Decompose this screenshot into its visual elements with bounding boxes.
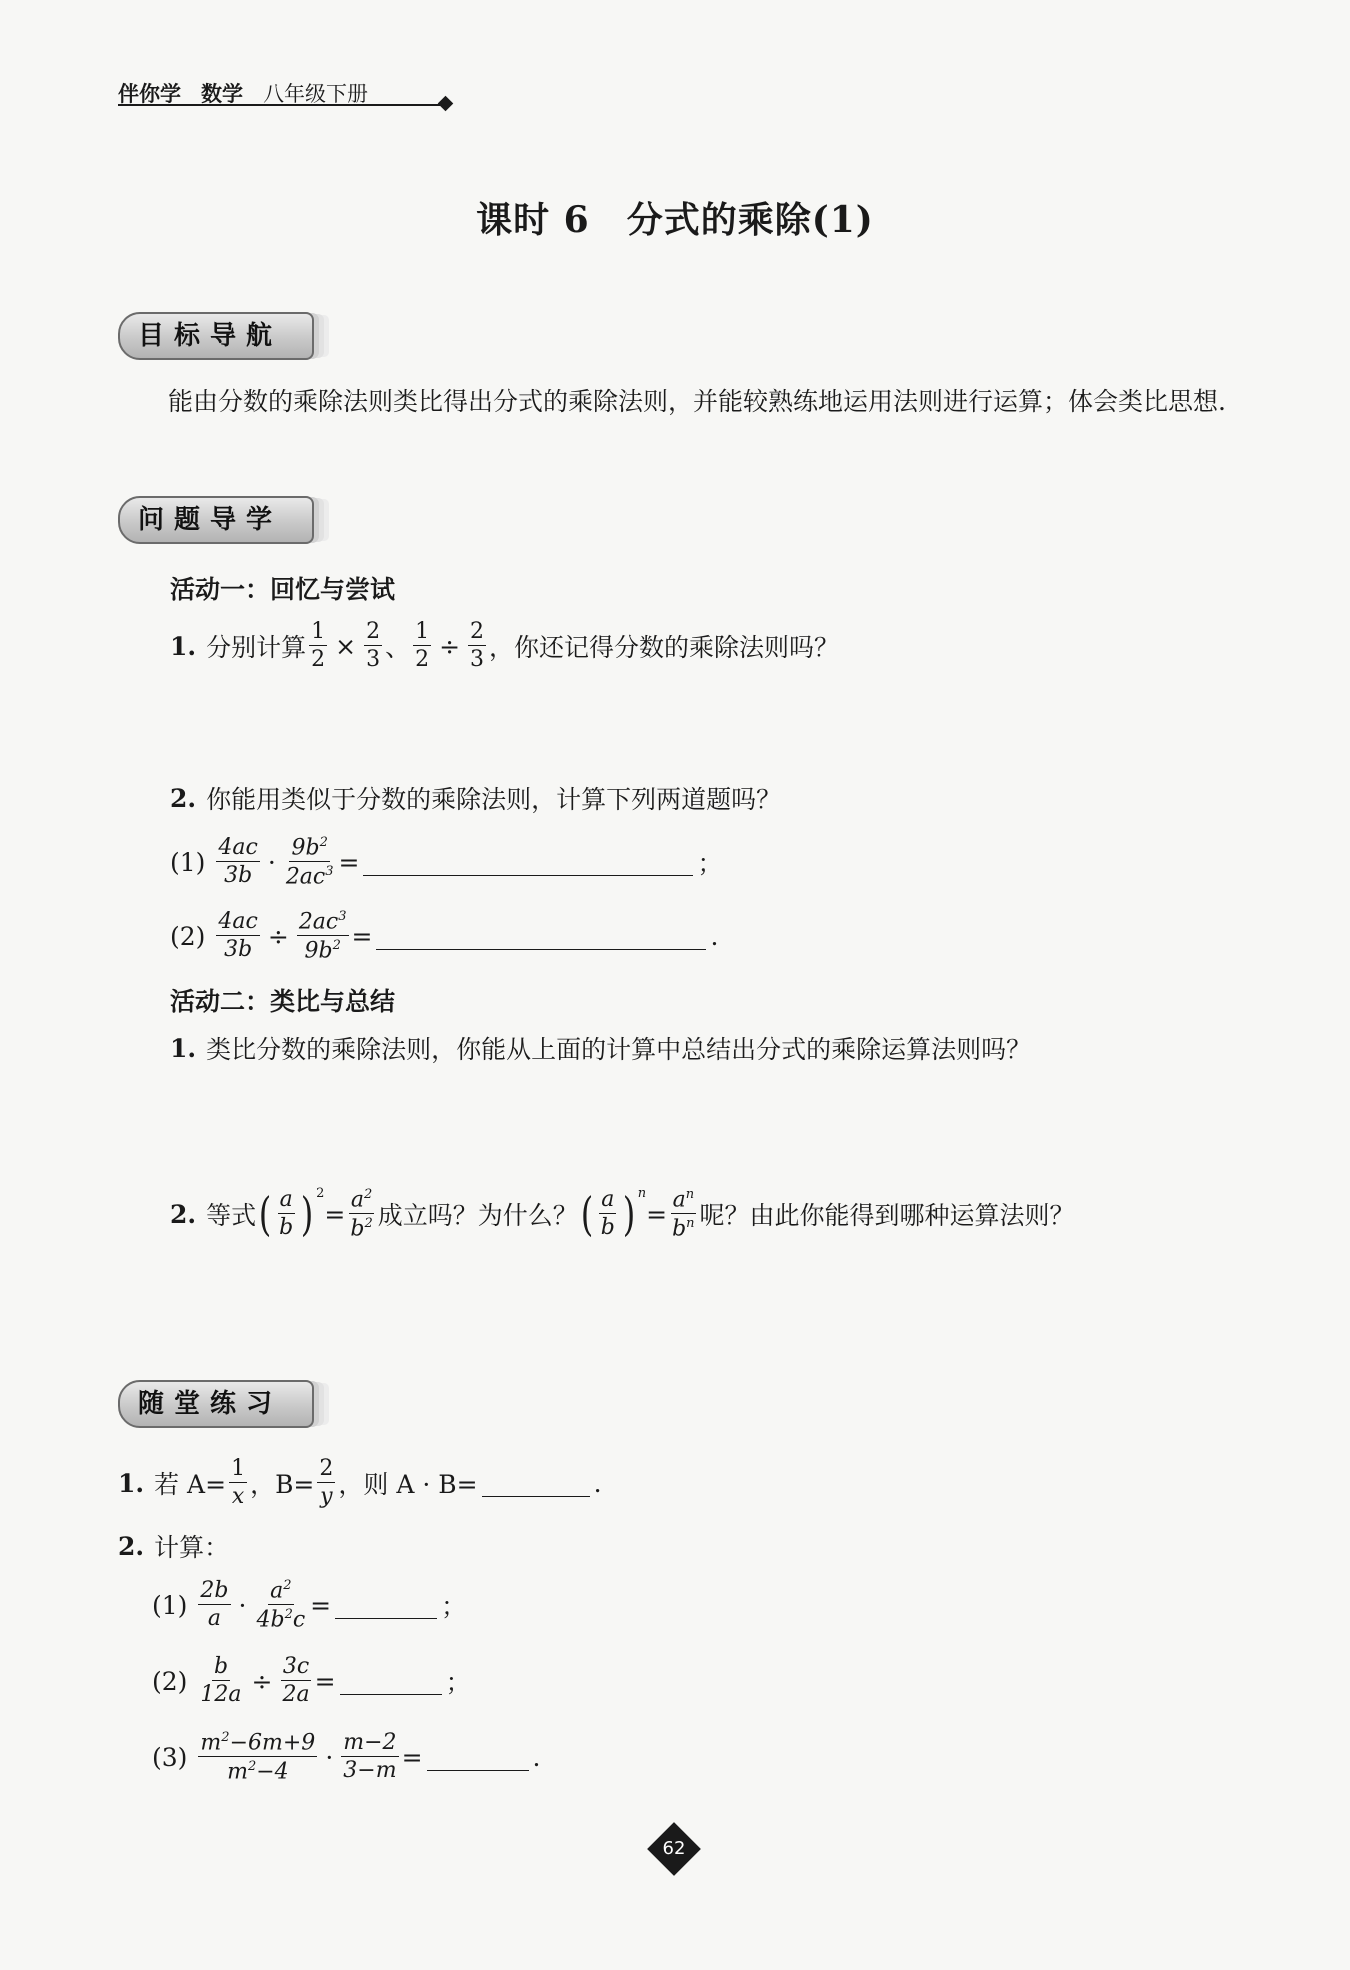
question-text: 分别计算	[206, 633, 307, 662]
exponent: 2	[283, 1577, 292, 1593]
denominator: 3b	[224, 863, 253, 888]
problem-label: (1)	[170, 847, 206, 877]
denominator: 3b	[224, 937, 253, 962]
right-paren: )	[622, 1187, 636, 1241]
numerator	[297, 910, 349, 936]
fraction	[284, 836, 336, 889]
exponent: 2	[364, 1216, 373, 1231]
end-mark: .	[532, 1742, 541, 1772]
equals: =	[646, 1199, 668, 1229]
denominator	[670, 1214, 696, 1240]
answer-blank[interactable]	[335, 1592, 437, 1619]
exponent: 2	[332, 938, 341, 953]
base: b	[672, 1216, 687, 1242]
base: −6m+9	[229, 1730, 316, 1755]
denominator: a	[207, 1606, 222, 1631]
question-text: 你能用类似于分数的乘除法则，计算下列两道题吗？	[206, 785, 782, 814]
denominator	[302, 936, 342, 962]
base: a	[350, 1187, 364, 1212]
numerator: m−2	[343, 1730, 397, 1755]
question-text: 呢？由此你能得到哪种运算法则？	[699, 1201, 1075, 1230]
question-text: 类比分数的乘除法则，你能从上面的计算中总结出分式的乘除运算法则吗？	[206, 1035, 1032, 1064]
fraction	[309, 621, 327, 671]
base: 2ac	[298, 909, 339, 934]
page-title: 课时 6 分式的乘除(1)	[476, 199, 874, 241]
goal-text: 能由分数的乘除法则类比得出分式的乘除法则，并能较熟练地运用法则进行运算；体会类比思想.	[168, 387, 1226, 416]
fraction	[229, 1458, 247, 1508]
problem-label: (3)	[152, 1742, 188, 1772]
base: 4b	[256, 1607, 285, 1633]
question-text: ，B=	[250, 1470, 315, 1499]
question-text: 若 A=	[154, 1470, 227, 1499]
denominator: 12a	[200, 1682, 242, 1707]
equals: =	[338, 847, 360, 877]
fraction	[413, 621, 431, 671]
activity1-problem-2	[170, 906, 718, 966]
exponent: n	[685, 1186, 695, 1202]
equals: =	[324, 1199, 346, 1229]
fraction	[198, 1580, 230, 1630]
header-rule	[118, 104, 446, 106]
section-badge-goal: 目标导航	[118, 312, 314, 360]
equals: =	[401, 1742, 423, 1772]
denominator	[254, 1605, 307, 1631]
problem-label: (1)	[152, 1590, 188, 1620]
fraction	[670, 1188, 696, 1241]
question-number: 2.	[170, 783, 197, 813]
fraction	[341, 1732, 398, 1782]
question-number: 2.	[170, 1199, 197, 1229]
base: 9b	[291, 835, 320, 860]
fraction	[468, 621, 486, 671]
exponent: 3	[338, 908, 347, 924]
numerator	[268, 1579, 293, 1605]
left-paren: (	[580, 1187, 594, 1241]
activity1-problem-1	[170, 832, 723, 892]
end-mark: ；	[441, 1592, 467, 1621]
fraction	[297, 910, 349, 963]
operator: ÷	[251, 1666, 273, 1696]
answer-blank[interactable]	[427, 1744, 529, 1771]
operator: ÷	[267, 921, 289, 951]
header-subject: 数学	[201, 82, 244, 106]
header-diamond-icon	[438, 96, 454, 112]
question-number: 2.	[118, 1531, 145, 1561]
section-badge-study: 问题导学	[118, 496, 314, 544]
numerator: 2	[319, 1456, 334, 1481]
denominator: 2	[311, 647, 326, 672]
denominator: x	[231, 1484, 245, 1509]
denominator	[225, 1757, 291, 1783]
denominator: b	[279, 1215, 294, 1240]
denominator: y	[320, 1484, 333, 1509]
fraction	[198, 1731, 317, 1784]
operator: ×	[335, 631, 357, 661]
numerator: b	[213, 1654, 229, 1679]
denominator	[284, 862, 336, 888]
end-mark: .	[593, 1468, 602, 1498]
equals: =	[351, 921, 373, 951]
numerator: 1	[311, 619, 326, 644]
separator: 、	[385, 633, 411, 662]
activity2-question-1	[170, 1030, 1031, 1066]
fraction	[198, 1656, 243, 1706]
denominator: 3	[366, 647, 381, 672]
right-paren: )	[300, 1187, 314, 1241]
exponent: 2	[221, 1729, 230, 1745]
activity1-question-2	[170, 780, 781, 816]
numerator: 4ac	[218, 835, 258, 860]
question-text: 成立吗？为什么？	[377, 1201, 578, 1230]
fraction	[216, 911, 259, 961]
section-badge-practice: 随堂练习	[118, 1380, 314, 1428]
base: a	[672, 1187, 686, 1212]
denominator	[348, 1214, 374, 1240]
question-number: 1.	[170, 1033, 197, 1063]
practice-problem-2	[152, 1650, 471, 1712]
fraction	[277, 1189, 295, 1239]
denominator: 2	[415, 647, 430, 672]
numerator: 4ac	[218, 909, 258, 934]
activity2-heading: 活动二：类比与总结	[170, 987, 396, 1016]
base: c	[292, 1607, 306, 1633]
end-mark: ；	[697, 849, 723, 878]
fraction	[599, 1189, 617, 1239]
equals: =	[310, 1590, 332, 1620]
answer-blank[interactable]	[376, 923, 706, 950]
exponent: n	[637, 1186, 647, 1201]
operator: ·	[325, 1742, 334, 1772]
equals: =	[314, 1666, 336, 1696]
numerator: 2	[366, 619, 381, 644]
practice-question-2	[118, 1528, 229, 1564]
numerator	[198, 1731, 317, 1757]
answer-blank[interactable]	[363, 849, 693, 876]
numerator: 3c	[282, 1654, 310, 1679]
numerator	[349, 1188, 374, 1214]
base: −4	[256, 1759, 289, 1785]
base: 2ac	[285, 864, 326, 890]
question-text: ，则 A · B=	[338, 1470, 478, 1499]
question-text: 等式	[206, 1201, 257, 1230]
practice-question-1	[118, 1452, 602, 1514]
problem-label: (2)	[170, 921, 206, 951]
numerator: a	[279, 1187, 293, 1212]
exponent: 2	[247, 1759, 257, 1774]
fraction	[348, 1188, 374, 1241]
exponent: 2	[319, 834, 328, 850]
numerator: 1	[415, 619, 430, 644]
denominator: b	[600, 1215, 615, 1240]
fraction	[281, 1656, 312, 1706]
denominator: 2a	[282, 1682, 310, 1707]
exponent: 2	[363, 1186, 373, 1202]
numerator: a	[601, 1187, 615, 1212]
end-mark: .	[710, 921, 719, 951]
operator: ÷	[439, 631, 461, 661]
denominator: 3−m	[343, 1758, 397, 1783]
base: m	[200, 1730, 222, 1755]
header-brand: 伴你学	[118, 82, 181, 106]
base: m	[227, 1759, 248, 1785]
exponent: n	[686, 1216, 695, 1231]
numerator	[671, 1188, 697, 1214]
answer-blank[interactable]	[340, 1668, 442, 1695]
practice-problem-3	[152, 1726, 540, 1788]
numerator	[289, 836, 329, 862]
activity1-heading: 活动一：回忆与尝试	[170, 575, 396, 604]
fraction	[317, 1458, 335, 1508]
base: 9b	[304, 938, 333, 964]
fraction	[254, 1579, 307, 1632]
activity2-question-2	[170, 1182, 1075, 1246]
numerator: 2	[470, 619, 485, 644]
question-number: 1.	[170, 631, 197, 661]
denominator: 3	[470, 647, 485, 672]
fraction	[216, 837, 259, 887]
numerator: 1	[231, 1456, 246, 1481]
base: a	[270, 1578, 284, 1603]
base: b	[350, 1216, 365, 1242]
question-text: ，你还记得分数的乘除法则吗？	[489, 633, 840, 662]
left-paren: (	[258, 1187, 272, 1241]
page-number: 62	[662, 1838, 686, 1859]
problem-label: (2)	[152, 1666, 188, 1696]
exponent: 3	[325, 864, 334, 879]
exponent: 2	[284, 1607, 293, 1622]
exponent: 2	[316, 1186, 325, 1201]
fraction	[364, 621, 382, 671]
operator: ·	[238, 1590, 247, 1620]
activity1-question-1	[170, 618, 839, 674]
answer-blank[interactable]	[482, 1470, 590, 1497]
question-number: 1.	[118, 1468, 145, 1498]
operator: ·	[267, 847, 276, 877]
question-text: 计算：	[154, 1533, 230, 1562]
practice-problem-1	[152, 1574, 466, 1636]
numerator: 2b	[200, 1578, 229, 1603]
end-mark: ；	[445, 1668, 471, 1697]
header-grade: 八年级下册	[263, 82, 369, 106]
